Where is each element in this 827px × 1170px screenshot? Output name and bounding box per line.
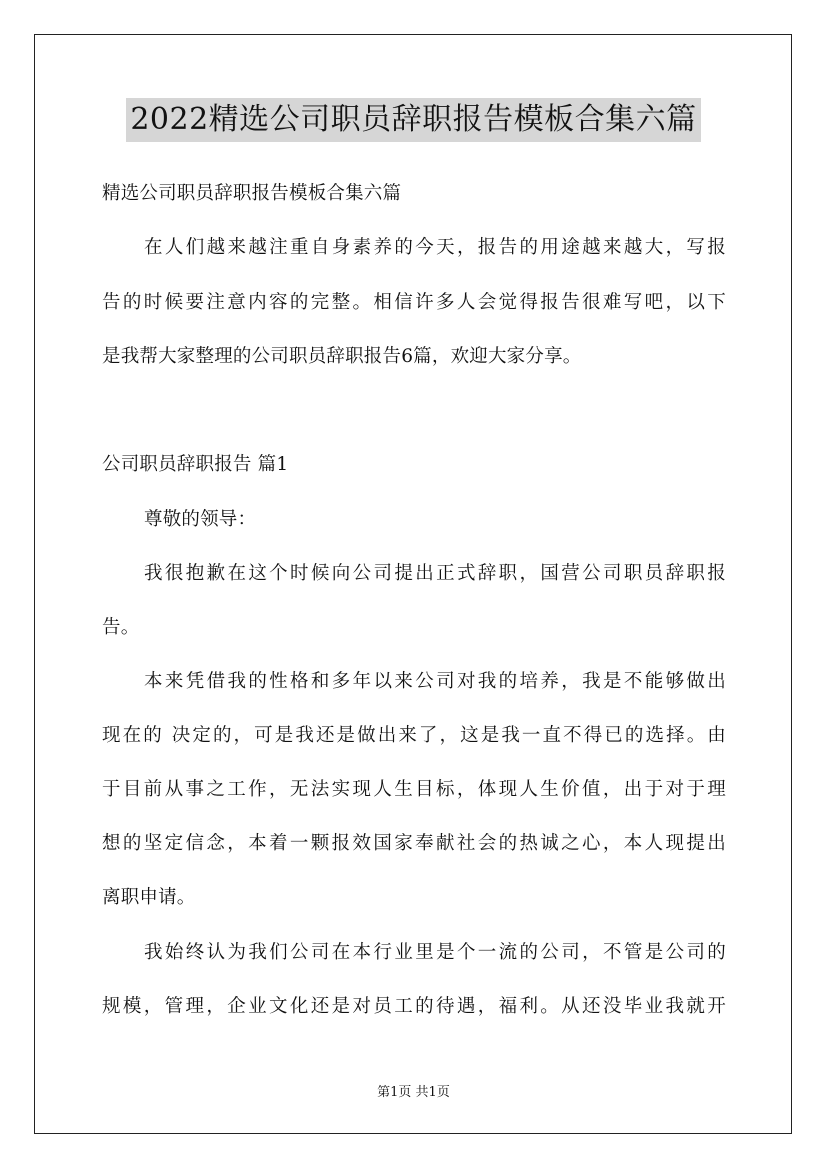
paragraph-line: 规模，管理，企业文化还是对员工的待遇，福利。从还没毕业我就开 (102, 996, 726, 1017)
page-footer: 第1页 共1页 (377, 1085, 450, 1100)
paragraph-line: 在人们越来越注重自身素养的今天，报告的用途越来越大，写报 (144, 237, 726, 258)
paragraph-line: 告。 (102, 617, 140, 638)
paragraph-line: 我很抱歉在这个时候向公司提出正式辞职，国营公司职员辞职报 (144, 563, 726, 584)
paragraph-line: 离职申请。 (102, 887, 196, 908)
section-heading: 公司职员辞职报告 篇1 (102, 454, 289, 475)
paragraph-line: 于目前从事之工作，无法实现人生目标，体现人生价值，出于对于理 (102, 779, 726, 800)
salutation: 尊敬的领导： (144, 509, 257, 530)
paragraph-line: 想的坚定信念，本着一颗报效国家奉献社会的热诚之心，本人现提出 (102, 833, 726, 854)
title-container (0, 98, 827, 142)
document-subtitle: 精选公司职员辞职报告模板合集六篇 (102, 183, 402, 204)
document-title: 2022精选公司职员辞职报告模板合集六篇 (126, 98, 700, 142)
paragraph-line: 我始终认为我们公司在本行业里是个一流的公司，不管是公司的 (144, 942, 726, 963)
paragraph-line: 是我帮大家整理的公司职员辞职报告6篇，欢迎大家分享。 (102, 346, 582, 367)
paragraph-line: 现在的 决定的，可是我还是做出来了，这是我一直不得已的选择。由 (102, 725, 726, 746)
paragraph-line: 告的时候要注意内容的完整。相信许多人会觉得报告很难写吧，以下 (102, 292, 726, 313)
paragraph-line: 本来凭借我的性格和多年以来公司对我的培养，我是不能够做出 (144, 671, 726, 692)
